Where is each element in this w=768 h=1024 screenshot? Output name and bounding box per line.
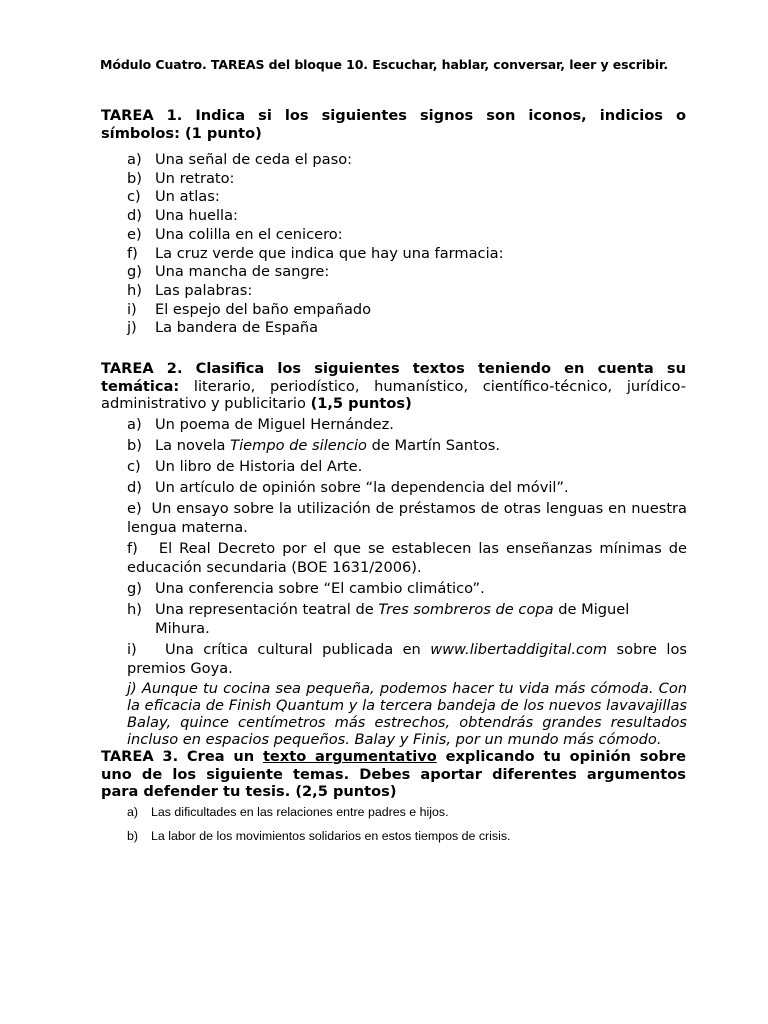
list-item: j) La bandera de España [127,319,319,337]
list-item: g) Una mancha de sangre: [127,263,330,281]
list-item: i) Una crítica cultural publicada en www.libertaddigital.com sobre los premios Goya. [127,641,687,677]
list-item: b) Un retrato: [127,169,235,187]
list-item: h) Las palabras: [127,281,253,299]
tarea2-title-normal: literario, periodístico, humanístico, científico-técnico, jurídico-administrativo y publicitario [101,377,686,412]
tarea1-title [101,107,686,143]
tarea1-list [127,151,687,338]
list-item: b) La novela Tiempo de silencio de Martín Santos. [127,437,501,454]
list-item: a) Una señal de ceda el paso: [127,151,353,168]
list-item: i) El espejo del baño empañado [127,300,372,318]
list-item: c) Un libro de Historia del Arte. [127,458,363,475]
list-item: h) Una representación teatral de Tres sombreros de copa de Miguel Mihura. [127,601,630,637]
tarea2-title-points: (1,5 puntos) [310,395,412,412]
list-item: a) Las dificultades en las relaciones entre padres e hijos. [127,805,449,819]
list-item: d) Una huella: [127,207,238,225]
tarea2-title-bold: TAREA 2. Clasifica los siguientes textos teniendo en cuenta su temática: [101,360,686,395]
tarea1-title-text: TAREA 1. Indica si los siguientes signos son iconos, indicios o símbolos: (1 punto) [101,107,686,142]
tarea3-title: TAREA 3. Crea un texto argumentativo explicando tu opinión sobre uno de los siguiente temas. Debes aportar diferentes argumentos para defender tu tesis. (2,5 puntos) [101,748,686,800]
list-item: f) El Real Decreto por el que se establecen las enseñanzas mínimas de educación secundaria (BOE 1631/2006). [127,540,688,576]
page-header: Módulo Cuatro. TAREAS del bloque 10. Escuchar, hablar, conversar, leer y escribir. [100,57,668,72]
list-item: e) Una colilla en el cenicero: [127,225,343,243]
list-item: g) Una conferencia sobre “El cambio climático”. [127,580,485,597]
tarea2-list [127,415,687,748]
list-item: j) Aunque tu cocina sea pequeña, podemos hacer tu vida más cómoda. Con la eficacia de Finish Quantum y la tercera bandeja de los nuevos lavavajillas Balay, quince centímetros más estrechos, obtendrás grandes resultados incluso en espacios pequeños. Balay y Finis, por un mundo más cómodo. [127,680,687,748]
tarea3-list [127,804,687,845]
list-item: e) Un ensayo sobre la utilización de préstamos de otras lenguas en nuestra lengua materna. [127,500,687,536]
list-item: d) Un artículo de opinión sobre “la dependencia del móvil”. [127,479,569,496]
list-item: f) La cruz verde que indica que hay una farmacia: [127,244,504,262]
list-item: a) Un poema de Miguel Hernández. [127,416,394,433]
tarea2-title [101,360,686,413]
list-item: b) La labor de los movimientos solidarios en estos tiempos de crisis. [127,829,511,843]
list-item: c) Un atlas: [127,188,220,206]
